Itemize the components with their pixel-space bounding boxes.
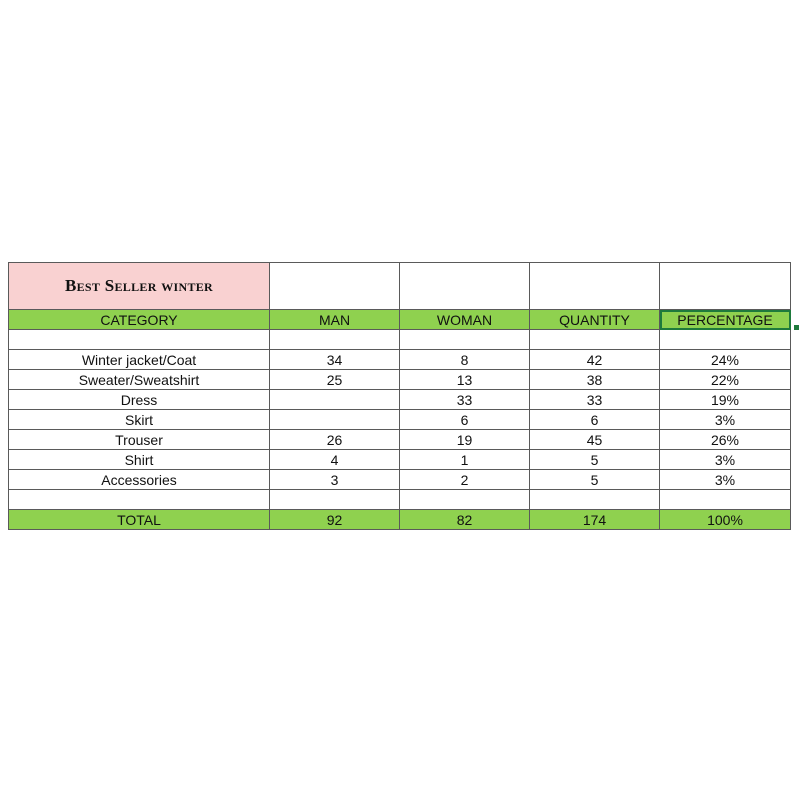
selection-fill-handle[interactable] <box>793 324 800 331</box>
cell-category[interactable]: Sweater/Sweatshirt <box>9 370 270 390</box>
total-percentage[interactable]: 100% <box>660 510 791 530</box>
total-man[interactable]: 92 <box>270 510 400 530</box>
cell-woman[interactable]: 1 <box>400 450 530 470</box>
cell-man[interactable]: 26 <box>270 430 400 450</box>
cell-percentage[interactable]: 3% <box>660 450 791 470</box>
table-row <box>9 450 791 470</box>
empty-cell[interactable] <box>400 330 530 350</box>
total-quantity[interactable]: 174 <box>530 510 660 530</box>
empty-cell[interactable] <box>9 490 270 510</box>
table-row <box>9 350 791 370</box>
cell-percentage[interactable]: 22% <box>660 370 791 390</box>
cell-category[interactable]: Accessories <box>9 470 270 490</box>
blank-row <box>9 490 791 510</box>
cell-category[interactable]: Skirt <box>9 410 270 430</box>
cell-man[interactable]: 3 <box>270 470 400 490</box>
header-man[interactable]: MAN <box>270 310 400 330</box>
cell-category[interactable]: Shirt <box>9 450 270 470</box>
table-row <box>9 430 791 450</box>
empty-cell[interactable] <box>660 263 791 310</box>
blank-row <box>9 330 791 350</box>
total-woman[interactable]: 82 <box>400 510 530 530</box>
cell-woman[interactable]: 13 <box>400 370 530 390</box>
cell-quantity[interactable]: 5 <box>530 450 660 470</box>
cell-percentage[interactable]: 3% <box>660 410 791 430</box>
header-quantity[interactable]: QUANTITY <box>530 310 660 330</box>
header-woman[interactable]: WOMAN <box>400 310 530 330</box>
header-row <box>9 310 791 330</box>
cell-quantity[interactable]: 5 <box>530 470 660 490</box>
empty-cell[interactable] <box>530 263 660 310</box>
cell-category[interactable]: Winter jacket/Coat <box>9 350 270 370</box>
cell-quantity[interactable]: 33 <box>530 390 660 410</box>
cell-quantity[interactable]: 38 <box>530 370 660 390</box>
cell-man[interactable]: 25 <box>270 370 400 390</box>
cell-woman[interactable]: 19 <box>400 430 530 450</box>
cell-woman[interactable]: 8 <box>400 350 530 370</box>
empty-cell[interactable] <box>660 330 791 350</box>
table-row <box>9 470 791 490</box>
sheet-title[interactable]: Best Seller winter <box>9 263 270 310</box>
cell-percentage[interactable]: 19% <box>660 390 791 410</box>
header-category[interactable]: CATEGORY <box>9 310 270 330</box>
cell-quantity[interactable]: 42 <box>530 350 660 370</box>
total-row <box>9 510 791 530</box>
table-row <box>9 410 791 430</box>
table-row <box>9 390 791 410</box>
cell-woman[interactable]: 33 <box>400 390 530 410</box>
empty-cell[interactable] <box>400 263 530 310</box>
cell-man[interactable]: 34 <box>270 350 400 370</box>
cell-man[interactable] <box>270 410 400 430</box>
cell-percentage[interactable]: 26% <box>660 430 791 450</box>
cell-quantity[interactable]: 6 <box>530 410 660 430</box>
cell-woman[interactable]: 6 <box>400 410 530 430</box>
empty-cell[interactable] <box>530 490 660 510</box>
cell-man[interactable] <box>270 390 400 410</box>
spreadsheet-table <box>8 262 791 530</box>
title-row <box>9 263 791 310</box>
table-row <box>9 370 791 390</box>
cell-quantity[interactable]: 45 <box>530 430 660 450</box>
empty-cell[interactable] <box>400 490 530 510</box>
empty-cell[interactable] <box>9 330 270 350</box>
empty-cell[interactable] <box>660 490 791 510</box>
cell-category[interactable]: Trouser <box>9 430 270 450</box>
cell-percentage[interactable]: 3% <box>660 470 791 490</box>
cell-man[interactable]: 4 <box>270 450 400 470</box>
total-label[interactable]: TOTAL <box>9 510 270 530</box>
empty-cell[interactable] <box>270 330 400 350</box>
cell-category[interactable]: Dress <box>9 390 270 410</box>
cell-woman[interactable]: 2 <box>400 470 530 490</box>
cell-percentage[interactable]: 24% <box>660 350 791 370</box>
empty-cell[interactable] <box>270 263 400 310</box>
empty-cell[interactable] <box>270 490 400 510</box>
empty-cell[interactable] <box>530 330 660 350</box>
header-percentage-selected-cell[interactable]: PERCENTAGE <box>660 310 791 330</box>
